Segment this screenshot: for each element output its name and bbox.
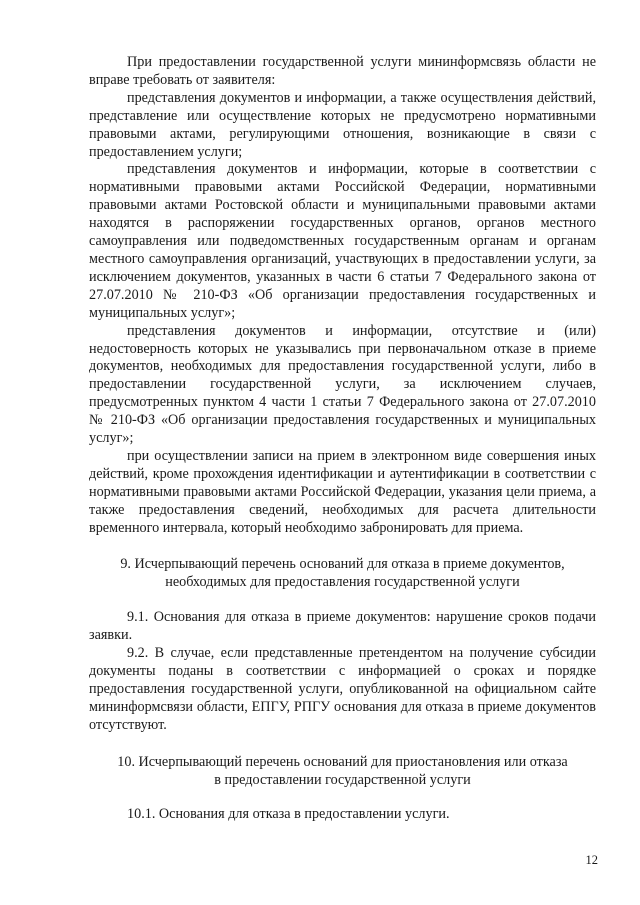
paragraph-9-1: 9.1. Основания для отказа в приеме документов: нарушение сроков подачи заявки. — [89, 609, 596, 644]
paragraph-item-4: при осуществлении записи на прием в электронном виде совершения иных действий, кроме прохождения идентификации и аутентификации в соответствии с нормативными правовыми актами Российской Федерации, указания цели приема, а также предоставления сведений, необходимых для расчета длительности временного интервала, который необходимо забронировать для приема. — [89, 447, 596, 536]
section-9-heading-line-1: 9. Исчерпывающий перечень оснований для отказа в приеме документов, — [120, 556, 565, 573]
section-9-heading-line-2: необходимых для предоставления государственной услуги — [165, 574, 520, 591]
section-9-heading — [89, 556, 596, 592]
paragraph-item-2: представления документов и информации, которые в соответствии с нормативными правовыми актами Российской Федерации, нормативными правовыми актами Ростовской области и муниципальными правовыми актами находятся в распоряжении государственных органов, органов местного самоуправления или подведомственных государственным органам и органам местного самоуправления организаций, участвующих в предоставлении услуги, за исключением документов, указанных в части 6 статьи 7 Федерального закона от 27.07.2010 № 210-ФЗ «Об организации предоставления государственных и муниципальных услуг»; — [89, 161, 596, 321]
section-10-heading — [89, 754, 596, 790]
paragraph-item-1: представления документов и информации, а также осуществления действий, представление или осуществление которых не предусмотрено нормативными правовыми актами, регулирующими отношения, возникающие в связи с предоставлением услуги; — [89, 89, 596, 160]
paragraph-item-3: представления документов и информации, отсутствие и (или) недостоверность которых не указывались при первоначальном отказе в приеме документов, необходимых для предоставления государственной услуги, либо в предоставлении государственной услуги, за исключением случаев, предусмотренных пунктом 4 части 1 статьи 7 Федерального закона от 27.07.2010 № 210-ФЗ «Об организации предоставления государственных и муниципальных услуг»; — [89, 322, 596, 447]
section-10-heading-line-2: в предоставлении государственной услуги — [214, 771, 471, 788]
page-number: 12 — [585, 853, 598, 867]
paragraph-intro: При предоставлении государственной услуги мининформсвязь области не вправе требовать от заявителя: — [89, 54, 596, 88]
paragraph-9-2: 9.2. В случае, если представленные претендентом на получение субсидии документы поданы в соответствии с информацией о сроках и порядке предоставления государственной услуги, опубликованной на официальном сайте мининформсвязи области, ЕПГУ, РПГУ основания для отказа в приеме документов отсутствуют. — [89, 645, 596, 733]
paragraph-10-1: 10.1. Основания для отказа в предоставлении услуги. — [127, 806, 450, 823]
document-body — [89, 54, 596, 824]
section-10-heading-line-1: 10. Исчерпывающий перечень оснований для приостановления или отказа — [117, 753, 568, 770]
